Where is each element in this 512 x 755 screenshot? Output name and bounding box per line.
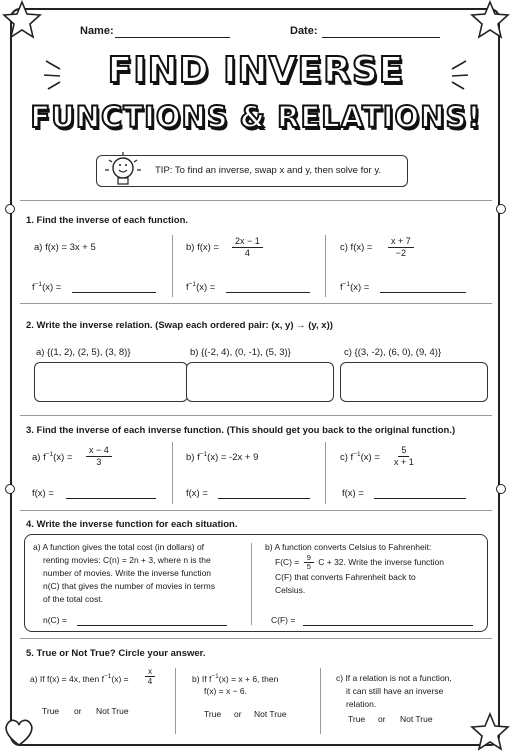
s4-a-answer-label: n(C) = [43, 615, 67, 625]
column-divider [325, 442, 326, 504]
s3-c-answer-label: f(x) = [342, 488, 364, 499]
s3-problem-b: b) $f^{-1}(x) = -2x + 9$ [186, 451, 259, 463]
s1-a-answer-blank[interactable] [72, 292, 156, 293]
s1-c-answer-blank[interactable] [380, 292, 466, 293]
section5-title: 5. True or Not True? Circle your answer. [26, 648, 206, 659]
s3-b-answer-blank[interactable] [218, 498, 310, 499]
s5-statement-c-line1: c) If a relation is not a function, [336, 673, 452, 683]
s5-a-or: or [74, 706, 82, 716]
section-divider [20, 510, 492, 511]
s1-b-fraction: $\frac{2x - 1}{4}$ [232, 236, 263, 259]
s3-a-answer-label: f(x) = [32, 488, 54, 499]
section-divider [20, 638, 492, 639]
s1-problem-b: b) f(x) = [186, 242, 219, 253]
section4-box [24, 534, 488, 632]
s2-answer-box-b[interactable] [186, 362, 334, 402]
column-divider [175, 668, 176, 734]
s2-answer-box-a[interactable] [34, 362, 188, 402]
section2-title: 2. Write the inverse relation. (Swap each ordered pair: (x, y) → (y, x)) [26, 320, 333, 331]
s1-b-answer-blank[interactable] [226, 292, 310, 293]
section-divider [20, 200, 492, 201]
s3-problem-c: c) $f^{-1}(x)$ = [340, 451, 380, 463]
s1-b-answer-label: $f^{-1}(x)$ = [186, 281, 216, 293]
s2-relation-a: a) {(1, 2), (2, 5), (3, 8)} [36, 347, 131, 358]
column-divider [172, 235, 173, 297]
s4-b-answer-blank[interactable] [303, 625, 473, 626]
s5-statement-c-line3: relation. [346, 699, 377, 709]
s5-c-not-true-option[interactable]: Not True [400, 714, 433, 724]
s5-statement-c-line2: it can still have an inverse [346, 686, 444, 696]
s1-problem-a: a) f(x) = 3x + 5 [34, 242, 96, 253]
s3-a-answer-blank[interactable] [66, 498, 156, 499]
name-label: Name: [80, 25, 114, 37]
s2-answer-box-c[interactable] [340, 362, 488, 402]
section3-title: 3. Find the inverse of each inverse function. (This should get you back to the original function.) [26, 425, 456, 436]
tip-box [96, 155, 408, 187]
s5-b-not-true-option[interactable]: Not True [254, 709, 287, 719]
column-divider [172, 442, 173, 504]
page-title-line2: FUNCTIONS & RELATIONS! [30, 100, 482, 134]
section4-title: 4. Write the inverse function for each situation. [26, 519, 238, 530]
s5-a-not-true-option[interactable]: Not True [96, 706, 129, 716]
decor-circle [5, 204, 15, 214]
s3-c-answer-blank[interactable] [374, 498, 466, 499]
s5-b-true-option[interactable]: True [204, 709, 222, 719]
sparkle-icon [40, 55, 80, 95]
decor-circle [496, 484, 506, 494]
s5-b-or: or [234, 709, 242, 719]
s1-problem-c: c) f(x) = [340, 242, 373, 253]
s5-a-fraction: $\frac{x}{4}$ [145, 667, 155, 686]
sparkle-icon [432, 55, 472, 95]
decor-circle [496, 204, 506, 214]
s5-c-or: or [378, 714, 386, 724]
page-title-line1: FIND INVERSE [107, 50, 405, 91]
star-icon [470, 0, 510, 40]
column-divider [325, 235, 326, 297]
section-divider [20, 415, 492, 416]
column-divider [251, 543, 252, 625]
s4-problem-a: a) A function gives the total cost (in dollars) of renting movies: C(n) = 2n + 3, where n is the number of movies. Write the inverse function n(C) that gives the number of movies in terms of the total cost. [33, 542, 215, 604]
s2-relation-b: b) {(-2, 4), (0, -1), (5, 3)} [190, 347, 291, 358]
s5-statement-b-line2: f(x) = x − 6. [204, 686, 247, 696]
s4-a-answer-blank[interactable] [77, 625, 227, 626]
s3-problem-a: a) $f^{-1}(x)$ = [32, 451, 73, 463]
s1-a-answer-label: $f^{-1}(x)$ = [32, 281, 62, 293]
section1-title: 1. Find the inverse of each function. [26, 215, 189, 226]
s2-relation-c: c) {(3, -2), (6, 0), (9, 4)} [344, 347, 442, 358]
s1-c-fraction: $\frac{x + 7}{-2}$ [388, 236, 414, 259]
s5-c-true-option[interactable]: True [348, 714, 366, 724]
s4-b-answer-label: C(F) = [271, 615, 296, 625]
s5-statement-b-line1: b) If $f^{-1}(x) = x + 6$, then [192, 673, 279, 684]
tip-text: TIP: To find an inverse, swap x and y, then solve for y. [155, 165, 382, 176]
s5-statement-a: a) If f(x) = 4x, then $f^{-1}(x)$ = [30, 673, 129, 684]
section-divider [20, 303, 492, 304]
star-icon [2, 0, 42, 40]
heart-icon [2, 716, 36, 748]
date-blank[interactable] [322, 37, 440, 38]
s1-c-answer-label: $f^{-1}(x)$ = [340, 281, 370, 293]
s5-a-true-option[interactable]: True [42, 706, 60, 716]
s4-problem-b: b) A function converts Celsius to Fahrenheit: F(C) = $\frac{9}{5}$ C + 32. Write the inverse function C(F) that converts Fahrenheit back to Celsius. [265, 542, 445, 595]
s3-a-fraction: $\frac{x - 4}{3}$ [86, 445, 112, 468]
decor-circle [5, 484, 15, 494]
name-blank[interactable] [115, 37, 230, 38]
s3-b-answer-label: f(x) = [186, 488, 208, 499]
column-divider [320, 668, 321, 734]
star-icon [470, 712, 510, 752]
date-label: Date: [290, 25, 318, 37]
lightbulb-icon [101, 150, 145, 192]
s3-c-fraction: $\frac{5}{x + 1}$ [394, 445, 414, 467]
